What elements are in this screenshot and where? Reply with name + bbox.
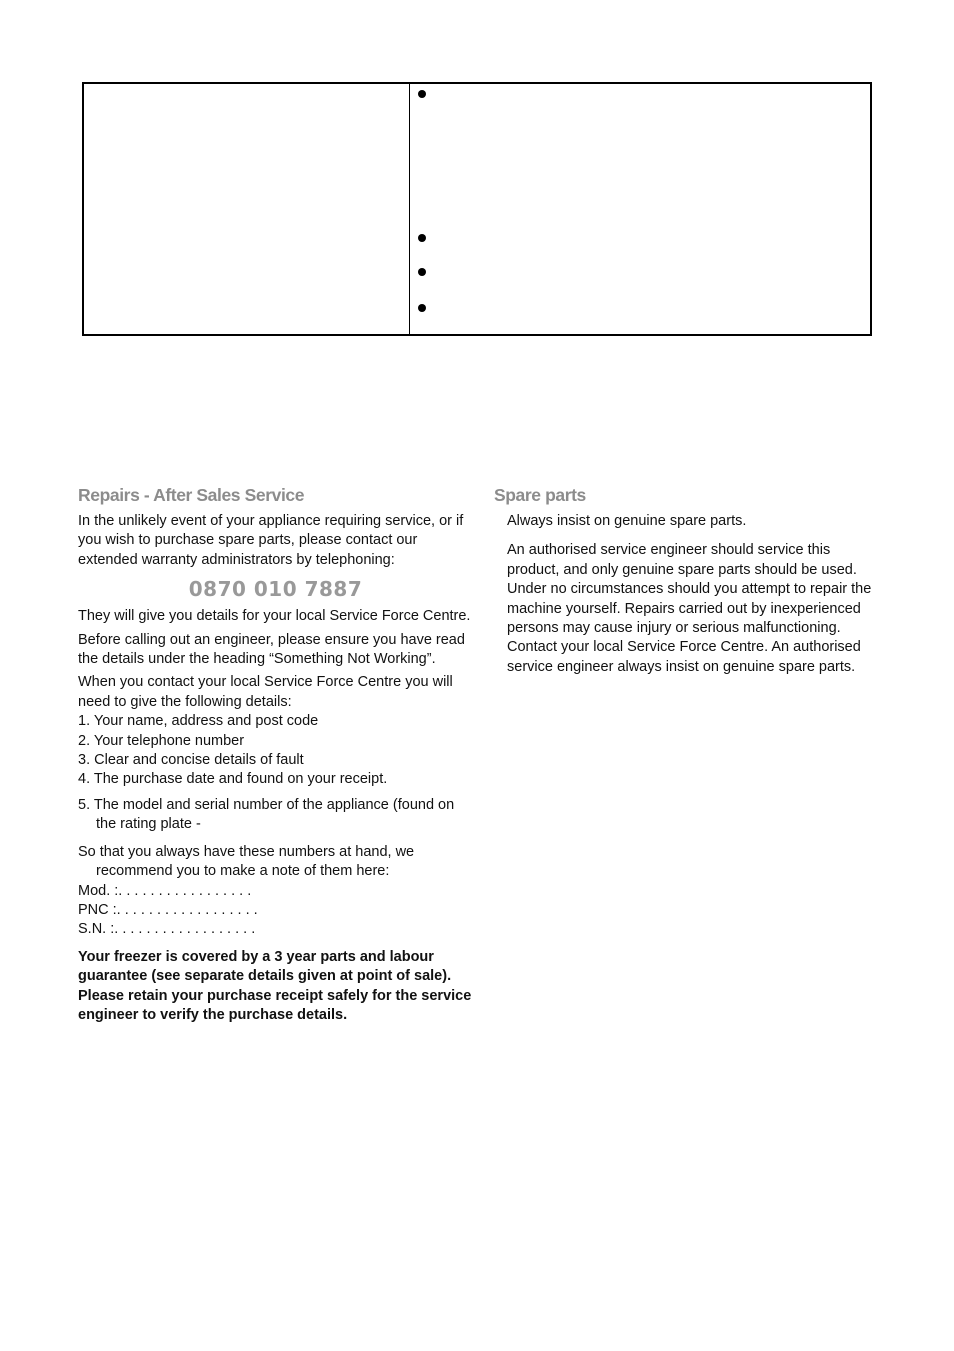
list-item: 2. Your telephone number — [78, 732, 245, 749]
list-item: 4. The purchase date and found on your receipt. — [78, 771, 388, 788]
service-phone-number: 0870 010 7887 — [188, 577, 363, 602]
bullet-icon — [418, 268, 426, 276]
spare-parts-title: Spare parts — [494, 485, 586, 505]
note-text: So that you always have these numbers at hand, we recommend you to make a note of them here: — [78, 843, 415, 880]
repairs-title: Repairs - After Sales Service — [78, 485, 305, 505]
spare-parts-para-1: Always insist on genuine spare parts. — [507, 513, 747, 529]
model-number-field: Mod. :. . . . . . . . . . . . . . . . . — [78, 882, 252, 899]
info-table — [82, 82, 872, 336]
spare-parts-para-2: An authorised service engineer should service this product, and only genuine spare parts should be used. Under no circumstances should you attempt to repair the machine yourself. Repairs carried out by inexperienced persons may cause injury or serious malfunctioning. Contact your local Service Force Centre. An authorised service engineer always insist on genuine spare parts. — [507, 542, 872, 675]
list-item: 1. Your name, address and post code — [78, 713, 319, 730]
repairs-para-3: When you contact your local Service Force Centre you will need to give the following details: — [78, 674, 453, 710]
bullet-icon — [418, 90, 426, 98]
guarantee-text: Your freezer is covered by a 3 year parts and labour guarantee (see separate details given at point of sale). Please retain your purchase receipt safely for the service engineer to verify the purchase details. — [78, 948, 472, 1023]
bullet-icon — [418, 234, 426, 242]
list-item: 5. The model and serial number of the appliance (found on the rating plate - — [78, 796, 455, 833]
details-list — [78, 712, 473, 834]
spare-parts-section — [494, 484, 879, 687]
table-left-cell — [84, 84, 410, 334]
repairs-intro: In the unlikely event of your appliance requiring service, or if you wish to purchase spare parts, please contact our extended warranty administrators by telephoning: — [78, 513, 464, 568]
bullet-icon — [418, 304, 426, 312]
serial-number-field: S.N. :. . . . . . . . . . . . . . . . . . — [78, 921, 256, 938]
repairs-para-2: Before calling out an engineer, please ensure you have read the details under the heading “Something Not Working”. — [78, 631, 465, 668]
repairs-section — [78, 484, 473, 1025]
list-item: 3. Clear and concise details of fault — [78, 752, 304, 769]
repairs-para-1: They will give you details for your local Service Force Centre. — [78, 608, 471, 625]
pnc-field: PNC :. . . . . . . . . . . . . . . . . . — [78, 901, 258, 918]
